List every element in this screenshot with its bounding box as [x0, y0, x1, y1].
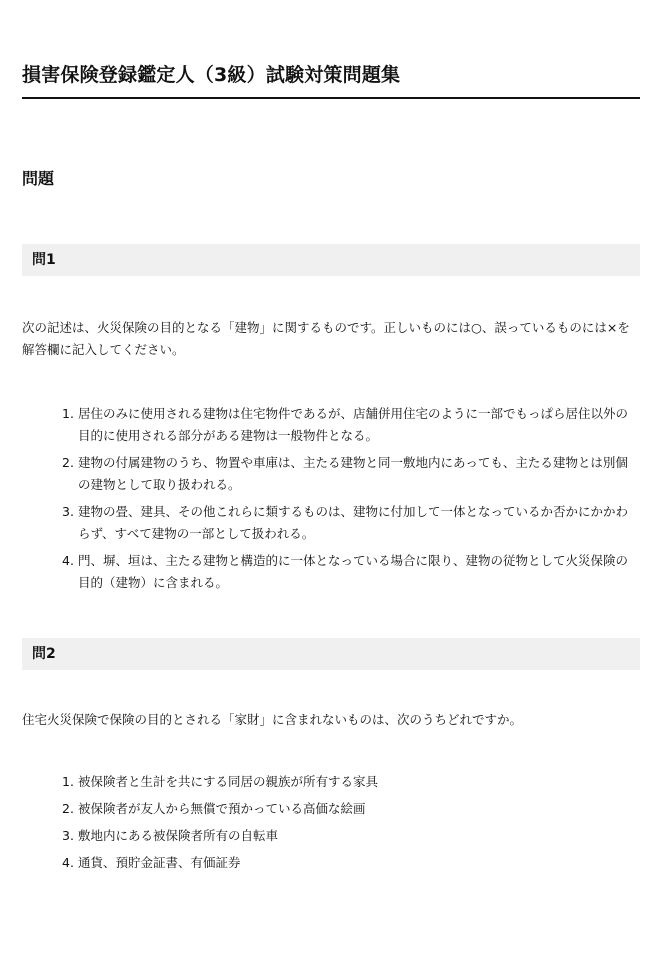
question-1-list: [22, 403, 640, 594]
document-title: 損害保険登録鑑定人（3級）試験対策問題集: [22, 64, 401, 86]
item-text: 門、塀、垣は、主たる建物と構造的に一体となっている場合に限り、建物の従物として火災保険の目的（建物）に含まれる。: [78, 553, 629, 590]
question-1-text: 次の記述は、火災保険の目的となる「建物」に関するものです。正しいものには○、誤っているものには×を解答欄に記入してください。: [22, 320, 630, 357]
question-2-item-1: [22, 771, 640, 793]
question-2-text: 住宅火災保険で保険の目的とされる「家財」に含まれないものは、次のうちどれですか。: [22, 712, 523, 727]
question-2-item-2: [22, 798, 640, 820]
item-number: 4.: [62, 553, 74, 568]
item-number: 4.: [62, 855, 74, 870]
question-1-item-4: [22, 550, 640, 594]
item-text: 被保険者と生計を共にする同居の親族が所有する家具: [78, 774, 379, 789]
question-2-item-3: [22, 825, 640, 847]
question-1-label: 問1: [32, 252, 56, 268]
item-text: 通貨、預貯金証書、有価証券: [78, 855, 241, 870]
section-title: 問題: [22, 169, 55, 188]
item-text: 居住のみに使用される建物は住宅物件であるが、店舗併用住宅のように一部でもっぱら居住以外の目的に使用される部分がある建物は一般物件となる。: [78, 406, 629, 443]
question-2-label: 問2: [32, 646, 56, 662]
question-2-list: [22, 771, 640, 874]
question-2-header: [22, 638, 640, 670]
title-divider: [22, 97, 640, 99]
item-number: 3.: [62, 504, 74, 519]
item-text: 敷地内にある被保険者所有の自転車: [78, 828, 279, 843]
question-1-item-3: [22, 501, 640, 545]
item-number: 2.: [62, 455, 74, 470]
item-number: 2.: [62, 801, 74, 816]
item-text: 建物の畳、建具、その他これらに類するものは、建物に付加して一体となっているか否かにかかわらず、すべて建物の一部として扱われる。: [78, 504, 629, 541]
question-2-item-4: [22, 852, 640, 874]
question-1-item-1: [22, 403, 640, 447]
question-1-item-2: [22, 452, 640, 496]
item-text: 建物の付属建物のうち、物置や車庫は、主たる建物と同一敷地内にあっても、主たる建物とは別個の建物として取り扱われる。: [78, 455, 628, 492]
item-text: 被保険者が友人から無償で預かっている高価な絵画: [78, 801, 366, 816]
item-number: 1.: [62, 406, 74, 421]
item-number: 1.: [62, 774, 74, 789]
question-1-header: [22, 244, 640, 276]
item-number: 3.: [62, 828, 74, 843]
